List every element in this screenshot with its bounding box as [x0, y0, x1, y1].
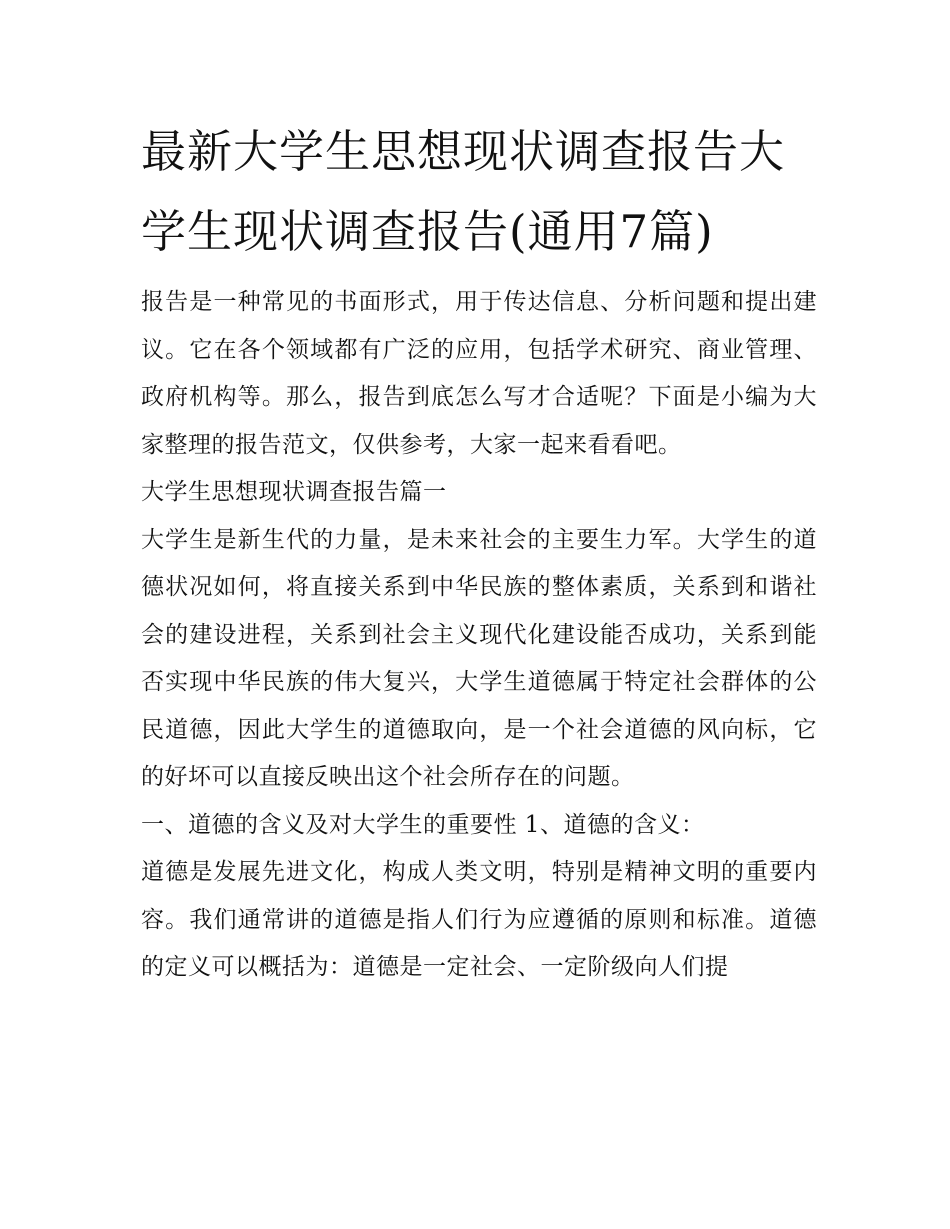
- section-heading: 大学生思想现状调查报告篇一: [141, 479, 447, 505]
- document-title: 最新大学生思想现状调查报告大学生现状调查报告(通用7篇): [141, 125, 786, 258]
- body-paragraph: 大学生是新生代的力量，是未来社会的主要生力军。大学生的道德状况如何，将直接关系到中华民族的整体素质，关系到和谐社会的建设进程，关系到社会主义现代化建设能否成功，关系到能否实现中华民族的伟大复兴，大学生道德属于特定社会群体的公民道德，因此大学生的道德取向，是一个社会道德的风向标，它的好坏可以直接反映出这个社会所存在的问题。: [141, 526, 817, 790]
- body-paragraph: 道德是发展先进文化，构成人类文明，特别是精神文明的重要内容。我们通常讲的道德是指人们行为应遵循的原则和标准。道德的定义可以概括为：道德是一定社会、一定阶级向人们提: [141, 859, 817, 980]
- intro-paragraph: 报告是一种常见的书面形式，用于传达信息、分析问题和提出建议。它在各个领域都有广泛的应用，包括学术研究、商业管理、政府机构等。那么，报告到底怎么写才合适呢？下面是小编为大家整理的报告范文，仅供参考，大家一起来看看吧。: [141, 289, 817, 458]
- document-page: [141, 112, 817, 992]
- subsection-heading: 一、道德的含义及对大学生的重要性 1、道德的含义：: [141, 811, 705, 838]
